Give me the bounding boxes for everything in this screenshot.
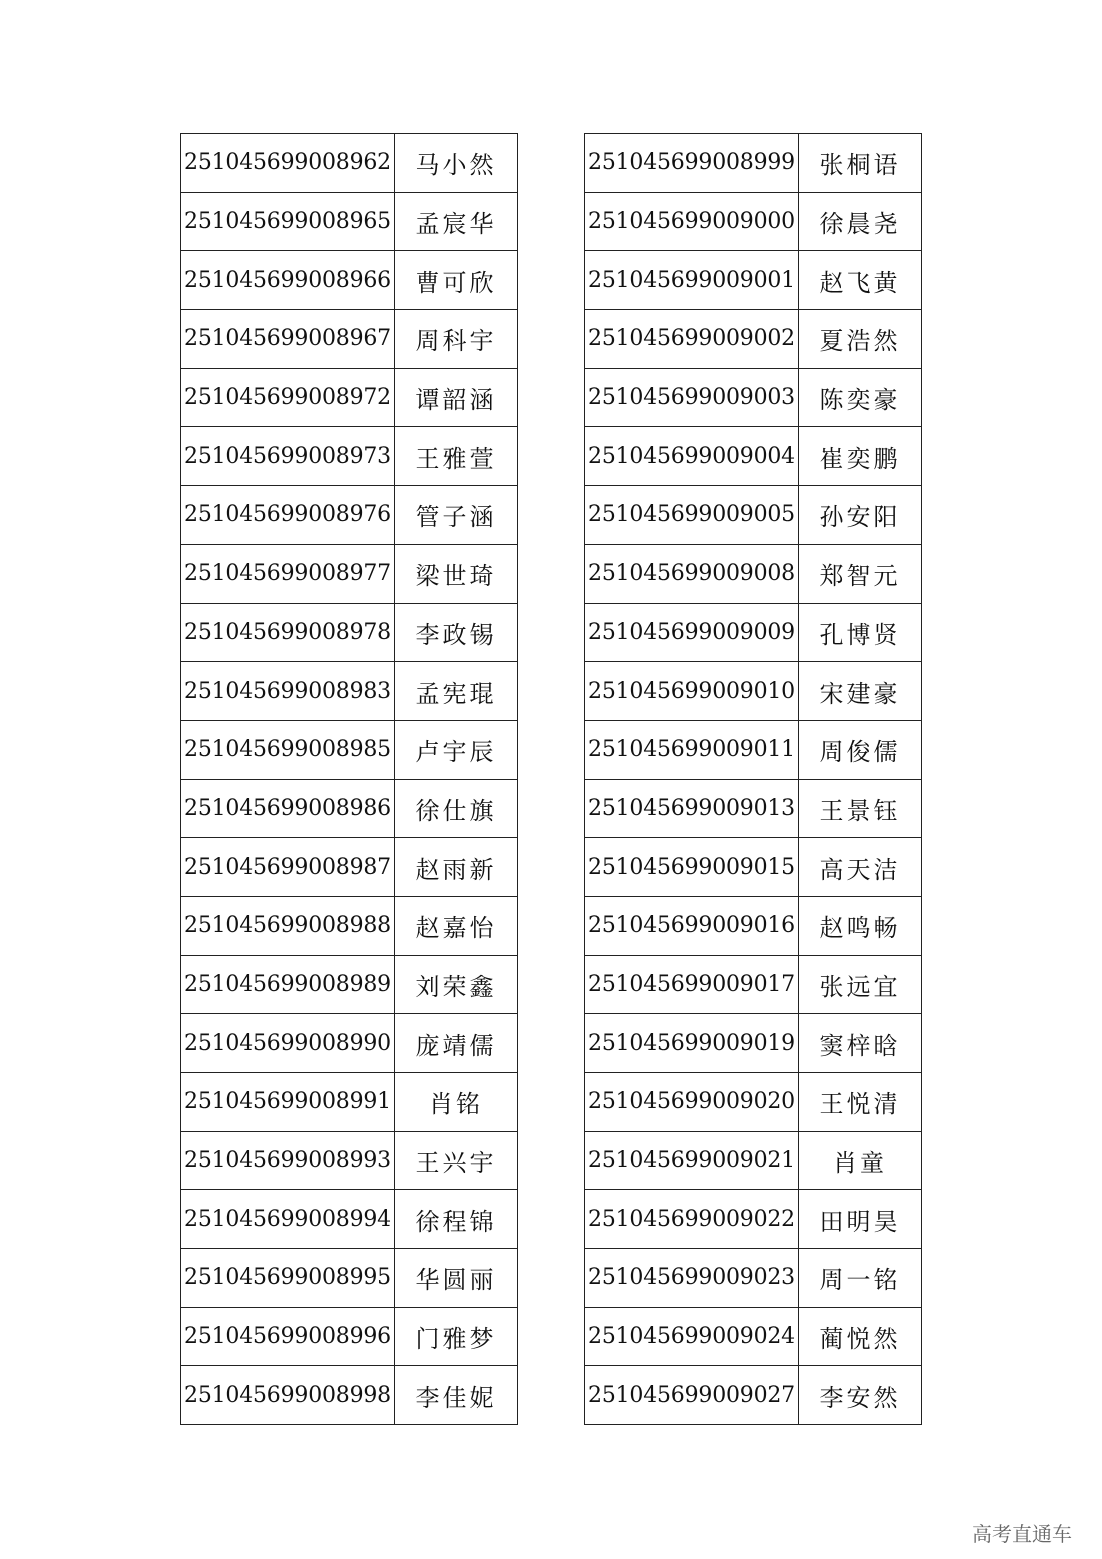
candidate-id-cell: 251045699008989 [181,955,395,1014]
candidate-id-cell: 251045699008987 [181,838,395,897]
table-row [181,1014,518,1073]
table-row [181,486,518,545]
candidate-name-cell: 孟宪琨 [395,662,518,721]
candidate-id-cell: 251045699008991 [181,1073,395,1132]
candidate-name-cell: 梁世琦 [395,544,518,603]
table-row [181,251,518,310]
candidate-name-cell: 王兴宇 [395,1131,518,1190]
table-row [181,720,518,779]
table-row [585,662,922,721]
candidate-id-cell: 251045699008976 [181,486,395,545]
candidate-name-cell: 管子涵 [395,486,518,545]
table-row [181,1190,518,1249]
candidate-name-cell: 夏浩然 [799,310,922,369]
candidate-name-cell: 周一铭 [799,1249,922,1308]
candidate-name-cell: 王雅萱 [395,427,518,486]
candidate-name-cell: 周俊儒 [799,720,922,779]
candidate-name-cell: 庞靖儒 [395,1014,518,1073]
candidate-id-cell: 251045699009011 [585,720,799,779]
candidate-name-cell: 张远宜 [799,955,922,1014]
candidate-id-cell: 251045699009016 [585,896,799,955]
candidate-id-cell: 251045699009013 [585,779,799,838]
candidate-table-right [584,133,922,1425]
table-row [181,310,518,369]
candidate-id-cell: 251045699008994 [181,1190,395,1249]
table-row [181,896,518,955]
table-row [181,838,518,897]
candidate-id-cell: 251045699009022 [585,1190,799,1249]
table-row [181,662,518,721]
candidate-name-cell: 周科宇 [395,310,518,369]
table-row [585,1131,922,1190]
candidate-id-cell: 251045699009021 [585,1131,799,1190]
table-row [181,779,518,838]
candidate-id-cell: 251045699009004 [585,427,799,486]
candidate-id-cell: 251045699009019 [585,1014,799,1073]
table-row [181,192,518,251]
candidate-id-cell: 251045699008983 [181,662,395,721]
candidate-id-cell: 251045699009002 [585,310,799,369]
table-row [585,779,922,838]
candidate-name-cell: 赵鸣畅 [799,896,922,955]
candidate-name-cell: 高天洁 [799,838,922,897]
candidate-name-cell: 孟宸华 [395,192,518,251]
candidate-id-cell: 251045699009020 [585,1073,799,1132]
candidate-name-cell: 王景钰 [799,779,922,838]
candidate-id-cell: 251045699009001 [585,251,799,310]
table-row [585,838,922,897]
table-row [181,1249,518,1308]
candidate-name-cell: 李佳妮 [395,1366,518,1425]
table-row [585,1014,922,1073]
candidate-name-cell: 田明昊 [799,1190,922,1249]
candidate-id-cell: 251045699008988 [181,896,395,955]
candidate-name-cell: 张桐语 [799,134,922,193]
table-row [585,544,922,603]
candidate-name-cell: 徐仕旗 [395,779,518,838]
candidate-name-cell: 华圆丽 [395,1249,518,1308]
candidate-name-cell: 谭韶涵 [395,368,518,427]
table-row [585,427,922,486]
candidate-name-cell: 李安然 [799,1366,922,1425]
candidate-id-cell: 251045699008985 [181,720,395,779]
table-row [181,603,518,662]
table-row [181,1073,518,1132]
table-row [181,955,518,1014]
candidate-id-cell: 251045699009003 [585,368,799,427]
candidate-id-cell: 251045699008995 [181,1249,395,1308]
candidate-name-cell: 徐晨尧 [799,192,922,251]
candidate-name-cell: 窦梓晗 [799,1014,922,1073]
candidate-name-cell: 王悦清 [799,1073,922,1132]
table-row [181,1366,518,1425]
candidate-id-cell: 251045699008973 [181,427,395,486]
watermark: 高考直通车 [972,1522,1072,1546]
table-row [585,720,922,779]
candidate-id-cell: 251045699009010 [585,662,799,721]
candidate-id-cell: 251045699008967 [181,310,395,369]
candidate-name-cell: 蔺悦然 [799,1307,922,1366]
candidate-id-cell: 251045699008996 [181,1307,395,1366]
candidate-id-cell: 251045699009000 [585,192,799,251]
candidate-id-cell: 251045699008978 [181,603,395,662]
candidate-id-cell: 251045699008972 [181,368,395,427]
candidate-name-cell: 陈奕豪 [799,368,922,427]
candidate-id-cell: 251045699008962 [181,134,395,193]
table-row [585,368,922,427]
table-row [585,486,922,545]
candidate-name-cell: 马小然 [395,134,518,193]
candidate-name-cell: 李政锡 [395,603,518,662]
candidate-name-cell: 郑智元 [799,544,922,603]
candidate-name-cell: 孙安阳 [799,486,922,545]
candidate-id-cell: 251045699008998 [181,1366,395,1425]
table-row [181,1307,518,1366]
table-row [181,368,518,427]
table-row [585,310,922,369]
table-row [181,544,518,603]
candidate-id-cell: 251045699008977 [181,544,395,603]
candidate-name-cell: 肖童 [799,1131,922,1190]
candidate-id-cell: 251045699009008 [585,544,799,603]
candidate-name-cell: 孔博贤 [799,603,922,662]
candidate-id-cell: 251045699008999 [585,134,799,193]
candidate-id-cell: 251045699009024 [585,1307,799,1366]
table-row [181,1131,518,1190]
table-row [585,1073,922,1132]
table-row [585,1307,922,1366]
table-row [585,134,922,193]
table-row [585,251,922,310]
candidate-name-cell: 曹可欣 [395,251,518,310]
candidate-id-cell: 251045699009023 [585,1249,799,1308]
candidate-name-cell: 卢宇辰 [395,720,518,779]
candidate-table-left [180,133,518,1425]
candidate-id-cell: 251045699009027 [585,1366,799,1425]
table-row [585,955,922,1014]
candidate-id-cell: 251045699009015 [585,838,799,897]
candidate-name-cell: 赵嘉怡 [395,896,518,955]
candidate-name-cell: 门雅梦 [395,1307,518,1366]
candidate-id-cell: 251045699008965 [181,192,395,251]
candidate-name-cell: 徐程锦 [395,1190,518,1249]
candidate-id-cell: 251045699008993 [181,1131,395,1190]
table-row [585,1190,922,1249]
candidate-id-cell: 251045699009005 [585,486,799,545]
candidate-name-cell: 崔奕鹏 [799,427,922,486]
table-row [181,134,518,193]
table-row [585,896,922,955]
candidate-name-cell: 赵飞黄 [799,251,922,310]
table-row [585,1249,922,1308]
candidate-name-cell: 宋建豪 [799,662,922,721]
table-row [181,427,518,486]
candidate-name-cell: 赵雨新 [395,838,518,897]
candidate-id-cell: 251045699008986 [181,779,395,838]
table-row [585,192,922,251]
candidate-name-cell: 刘荣鑫 [395,955,518,1014]
candidate-id-cell: 251045699008990 [181,1014,395,1073]
candidate-id-cell: 251045699009017 [585,955,799,1014]
candidate-name-cell: 肖铭 [395,1073,518,1132]
candidate-id-cell: 251045699008966 [181,251,395,310]
table-row [585,1366,922,1425]
table-row [585,603,922,662]
candidate-id-cell: 251045699009009 [585,603,799,662]
